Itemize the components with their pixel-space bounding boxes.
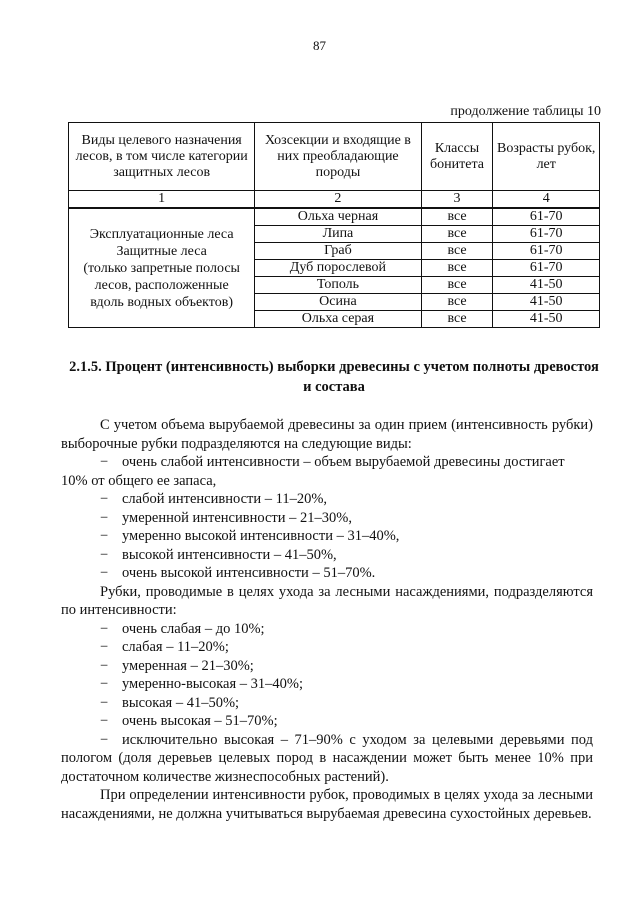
paragraph-deadwood: При определении интенсивности рубок, проводимых в целях ухода за лесными насаждениями, не должна учитываться вырубаемая древесина сухостойных деревьев. — [61, 787, 593, 822]
page-number: 87 — [313, 38, 326, 53]
header-cutting-age: Возрасты рубок, лет — [493, 123, 600, 191]
list-item — [61, 712, 593, 731]
paragraph-intro: С учетом объема вырубаемой древесины за один прием (интенсивность рубки) выборочные рубки подразделяются на следующие виды: — [61, 417, 593, 452]
dash-mark: − — [100, 657, 109, 674]
section-heading: 2.1.5. Процент (интенсивность) выборки древесины с учетом полноты древостоя и состава — [69, 359, 599, 395]
list-item-text: очень высокой интенсивности – 51–70%. — [122, 565, 376, 581]
dash-mark: − — [100, 694, 109, 711]
dash-mark: − — [100, 565, 109, 581]
dash-mark: − — [100, 713, 109, 729]
list-item — [61, 527, 593, 546]
list-item-text: очень слабой интенсивности – объем вырубаемой древесины достигает — [122, 454, 565, 470]
age-cell: 61-70 — [493, 226, 600, 243]
dash-mark: − — [100, 528, 109, 544]
dash-mark: − — [100, 639, 109, 655]
header-bonitet-class: Классы бонитета — [421, 123, 493, 191]
age-cell: 61-70 — [493, 243, 600, 260]
class-cell: все — [421, 260, 493, 277]
list-item — [61, 675, 593, 694]
column-number-row — [69, 191, 600, 209]
species-cell: Дуб порослевой — [255, 260, 421, 277]
dash-mark: − — [100, 676, 109, 692]
forest-category-cell — [69, 208, 255, 328]
class-cell: все — [421, 208, 493, 226]
dash-mark: − — [100, 546, 109, 563]
species-cell: Липа — [255, 226, 421, 243]
table-caption: продолжение таблицы 10 — [450, 104, 601, 119]
list-item — [61, 657, 593, 676]
age-cell: 41-50 — [493, 311, 600, 328]
column-number: 1 — [69, 191, 255, 209]
cutting-age-table — [68, 122, 600, 328]
class-cell: все — [421, 243, 493, 260]
species-cell: Ольха серая — [255, 311, 421, 328]
class-cell: все — [421, 311, 493, 328]
list-item-text: слабой интенсивности – 11–20%, — [122, 491, 328, 507]
list-item-text: умеренной интенсивности – 21–30%, — [122, 509, 352, 526]
class-cell: все — [421, 226, 493, 243]
header-sections-species: Хозсекции и входящие в них преобладающие породы — [255, 123, 421, 191]
class-cell: все — [421, 294, 493, 311]
category-line: Эксплуатационные леса — [89, 226, 234, 242]
species-cell: Граб — [255, 243, 421, 260]
category-line: лесов, расположенные — [94, 277, 229, 293]
body-text — [61, 416, 593, 823]
category-line: Защитные леса — [116, 243, 207, 259]
list-item-text: высокая – 41–50%; — [122, 694, 240, 711]
dash-mark: − — [100, 454, 109, 470]
list-item — [61, 694, 593, 713]
list-item-text: очень высокая – 51–70%; — [122, 713, 278, 729]
age-cell: 61-70 — [493, 208, 600, 226]
list-item-text: очень слабая – до 10%; — [122, 620, 265, 637]
list-item — [61, 564, 593, 583]
dash-mark: − — [100, 731, 109, 748]
list-item — [61, 546, 593, 565]
class-cell: все — [421, 277, 493, 294]
dash-mark: − — [100, 509, 109, 526]
age-cell: 41-50 — [493, 294, 600, 311]
age-cell: 41-50 — [493, 277, 600, 294]
list-item — [61, 638, 593, 657]
column-number: 4 — [493, 191, 600, 209]
species-cell: Осина — [255, 294, 421, 311]
list-item-text: слабая – 11–20%; — [122, 639, 229, 655]
column-number: 2 — [255, 191, 421, 209]
dash-mark: − — [100, 491, 109, 507]
list-item — [61, 509, 593, 528]
table-row — [69, 208, 600, 226]
list-item — [61, 731, 593, 787]
paragraph-care-cuttings: Рубки, проводимые в целях ухода за лесными насаждениями, подразделяются по интенсивности: — [61, 583, 593, 618]
list-item — [61, 620, 593, 639]
species-cell: Ольха черная — [255, 208, 421, 226]
list-item-text: умеренно высокой интенсивности – 31–40%, — [122, 528, 400, 544]
category-line: вдоль водных объектов) — [90, 294, 234, 310]
category-line: (только запретные полосы — [83, 260, 240, 276]
list-item-text: умеренно-высокая – 31–40%; — [122, 676, 304, 692]
list-item-continuation: 10% от общего ее запаса, — [61, 472, 217, 489]
species-cell: Тополь — [255, 277, 421, 294]
list-item-text: умеренная – 21–30%; — [122, 657, 254, 674]
list-item — [61, 490, 593, 509]
header-forest-purpose: Виды целевого назначения лесов, в том числе категории защитных лесов — [69, 123, 255, 191]
dash-mark: − — [100, 620, 109, 637]
list-item — [61, 453, 593, 472]
column-number: 3 — [421, 191, 493, 209]
list-item-text: высокой интенсивности – 41–50%, — [122, 546, 337, 563]
age-cell: 61-70 — [493, 260, 600, 277]
table-header-row — [69, 123, 600, 191]
list-item-text: исключительно высокая – 71–90% с уходом за целевыми деревьями под пологом (доля деревьев целевых пород в насаждении может быть менее 10% при достаточном количестве жизнеспособных растений). — [61, 731, 593, 785]
